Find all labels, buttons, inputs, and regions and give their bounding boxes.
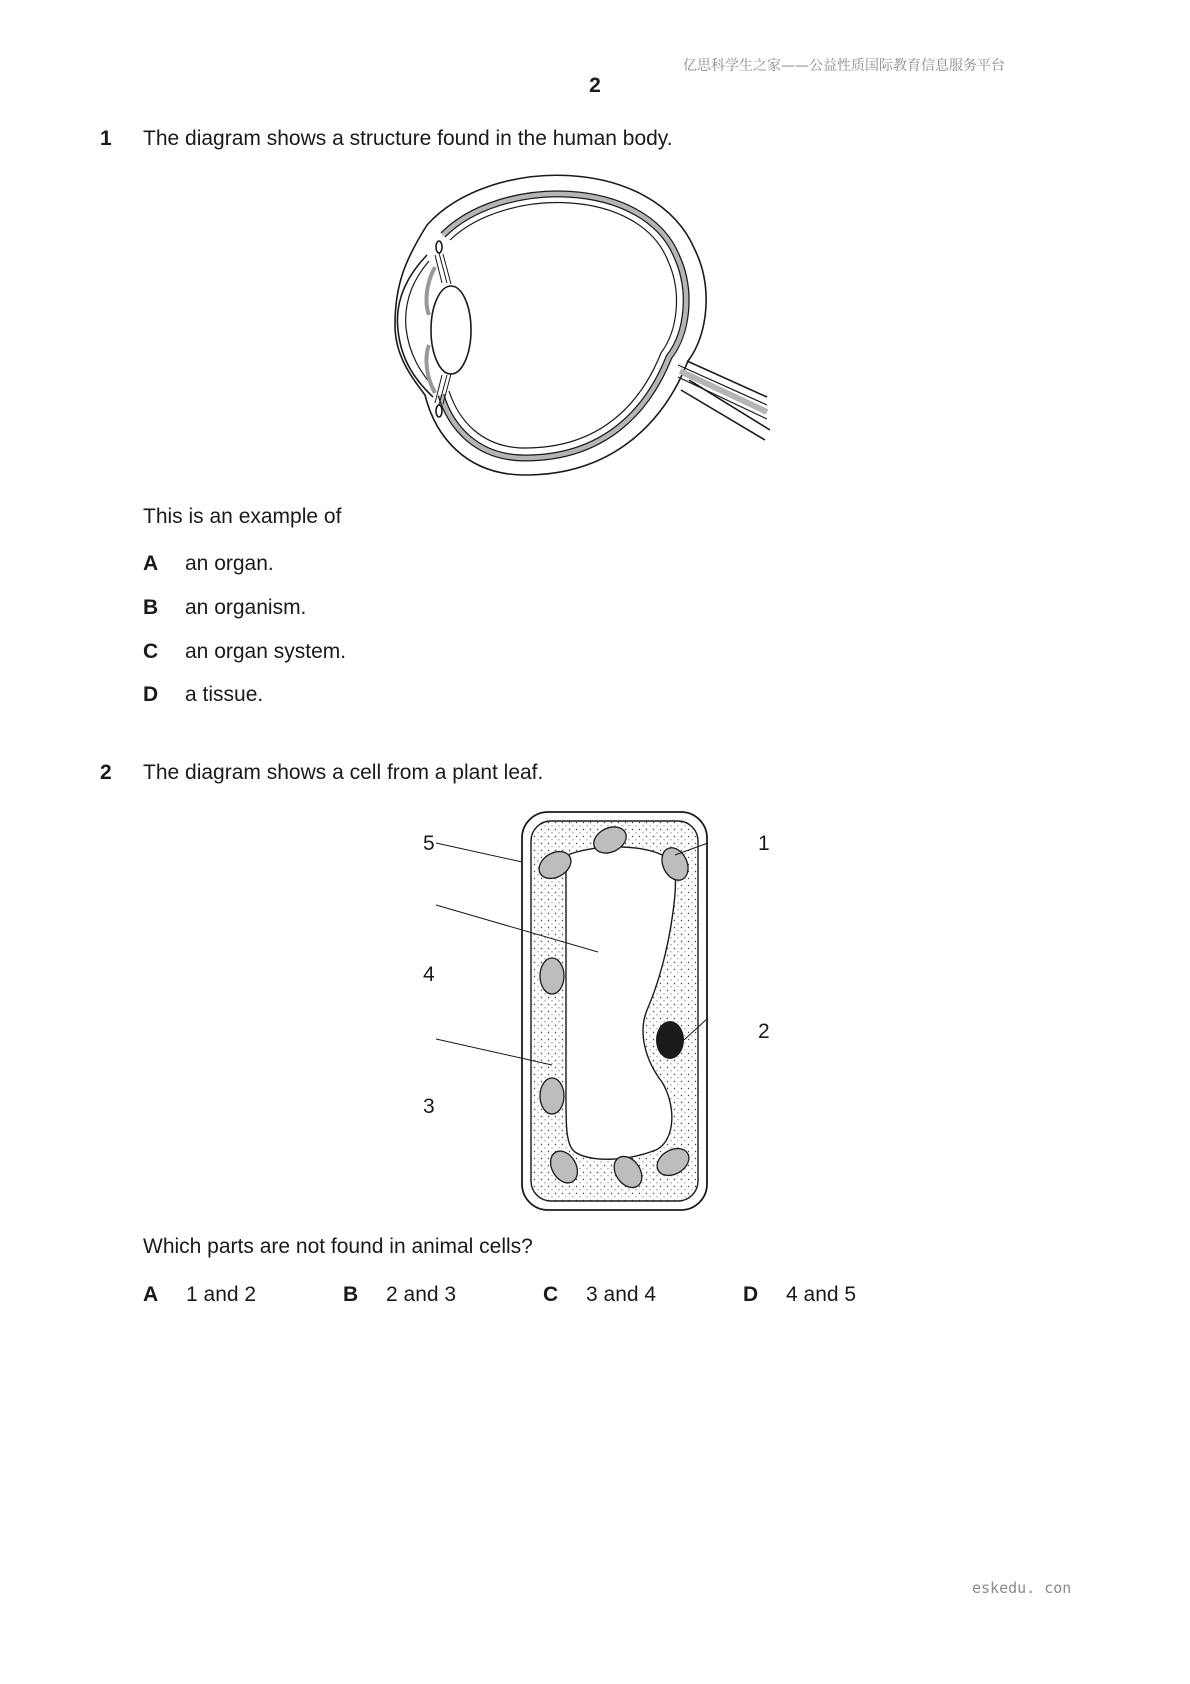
q2-option-a-text[interactable]: 1 and 2: [186, 1283, 257, 1306]
question-2-stem: The diagram shows a cell from a plant leaf.: [143, 761, 544, 784]
cell-label-3: 3: [423, 1095, 435, 1118]
q1-option-d-letter[interactable]: D: [143, 683, 159, 706]
question-2-number: 2: [100, 761, 112, 784]
q2-option-a-letter[interactable]: A: [143, 1283, 159, 1306]
q2-option-c-text[interactable]: 3 and 4: [586, 1283, 657, 1306]
question-1-number: 1: [100, 127, 112, 150]
q2-option-d-text[interactable]: 4 and 5: [786, 1283, 857, 1306]
cell-label-1: 1: [758, 832, 770, 855]
q1-option-b-letter[interactable]: B: [143, 596, 159, 619]
cell-label-5: 5: [423, 832, 435, 855]
q1-option-d-text[interactable]: a tissue.: [185, 683, 264, 706]
header-watermark: 亿思科学生之家——公益性质国际教育信息服务平台: [683, 58, 1005, 74]
q2-option-b-text[interactable]: 2 and 3: [386, 1283, 457, 1306]
q1-option-a-letter[interactable]: A: [143, 552, 159, 575]
plant-cell-diagram: [400, 800, 800, 1220]
eye-diagram: [395, 175, 805, 480]
q1-option-c-text[interactable]: an organ system.: [185, 640, 347, 663]
cell-label-2: 2: [758, 1020, 770, 1043]
question-2-prompt: Which parts are not found in animal cells?: [143, 1235, 533, 1258]
q2-option-b-letter[interactable]: B: [343, 1283, 359, 1306]
page-number: 2: [589, 74, 601, 97]
q2-option-d-letter[interactable]: D: [743, 1283, 759, 1306]
question-1-prompt: This is an example of: [143, 505, 342, 528]
q1-option-b-text[interactable]: an organism.: [185, 596, 307, 619]
question-1-stem: The diagram shows a structure found in the human body.: [143, 127, 673, 150]
q2-option-c-letter[interactable]: C: [543, 1283, 559, 1306]
cell-label-4: 4: [423, 963, 435, 986]
footer-watermark: eskedu. con: [972, 1579, 1072, 1597]
q1-option-c-letter[interactable]: C: [143, 640, 159, 663]
q1-option-a-text[interactable]: an organ.: [185, 552, 274, 575]
